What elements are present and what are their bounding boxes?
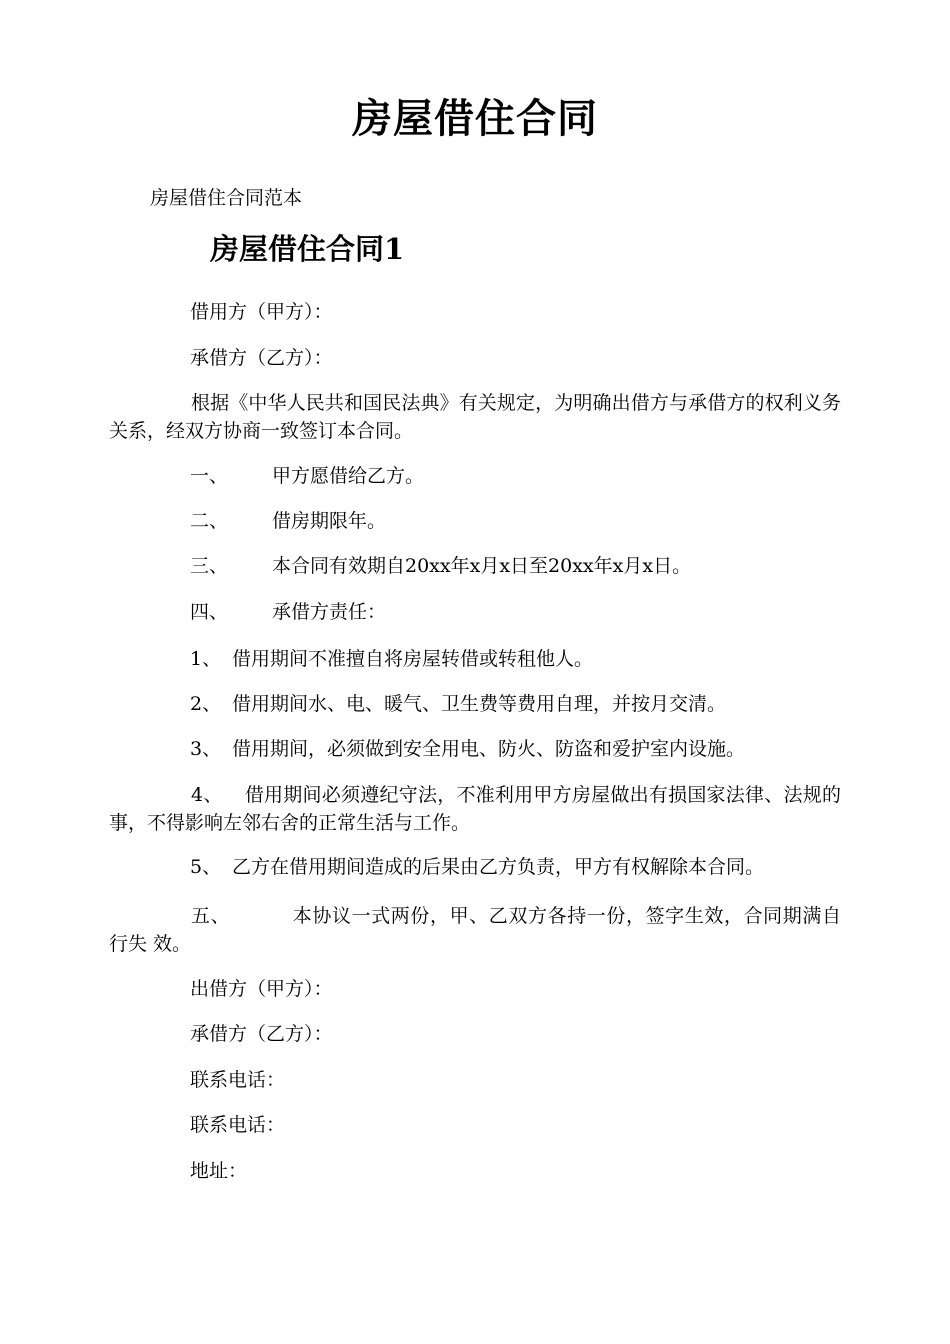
clause-3-text: 本合同有效期自20xx年x月x日至20xx年x月x日。 <box>272 555 692 577</box>
duty-2-number: 2、 <box>190 693 222 715</box>
duty-5-number: 5、 <box>190 856 222 878</box>
contract-heading: 房屋借住合同1 <box>210 232 405 266</box>
clause-4-text: 承借方责任： <box>272 601 387 623</box>
clause-1-text: 甲方愿借给乙方。 <box>272 465 425 487</box>
duty-3-number: 3、 <box>190 738 222 760</box>
lender-signature-line: 出借方（甲方）： <box>190 978 333 1000</box>
clause-2-number: 二、 <box>190 510 229 532</box>
clause-5-number: 五、 <box>191 905 231 927</box>
duty-1-number: 1、 <box>190 648 222 670</box>
address-line: 地址： <box>190 1160 248 1182</box>
clause-5-paragraph <box>109 902 841 958</box>
phone-line-1: 联系电话： <box>190 1069 286 1091</box>
phone-line-2: 联系电话： <box>190 1114 286 1136</box>
clause-4-number: 四、 <box>190 601 229 623</box>
document-subtitle: 房屋借住合同范本 <box>150 187 303 209</box>
duty-2-text: 借用期间水、电、暖气、卫生费等费用自理，并按月交清。 <box>232 693 727 715</box>
duty-4-text: 借用期间必须遵纪守法，不准利用甲方房屋做出有损国家法律、法规的事，不得影响左邻右舍的正常生活与工作。 <box>109 784 841 834</box>
document-title: 房屋借住合同 <box>352 95 598 142</box>
party-a-line: 借用方（甲方）： <box>190 301 333 323</box>
duty-5-text: 乙方在借用期间造成的后果由乙方负责，甲方有权解除本合同。 <box>232 856 765 878</box>
duty-4-number: 4、 <box>191 784 223 806</box>
borrower-signature-line: 承借方（乙方）： <box>190 1023 333 1045</box>
duty-3-text: 借用期间，必须做到安全用电、防火、防盗和爱护室内设施。 <box>232 738 746 760</box>
clause-1-number: 一、 <box>190 465 229 487</box>
intro-paragraph: 根据《中华人民共和国民法典》有关规定，为明确出借方与承借方的权利义务关系，经双方协商一致签订本合同。 <box>109 392 841 442</box>
clause-5-text: 本协议一式两份，甲、乙双方各持一份，签字生效，合同期满自行失 效。 <box>109 905 841 955</box>
party-b-line: 承借方（乙方）： <box>190 347 333 369</box>
clause-2-text: 借房期限年。 <box>272 510 387 532</box>
duty-1-text: 借用期间不准擅自将房屋转借或转租他人。 <box>232 648 594 670</box>
duty-4-paragraph <box>109 781 841 837</box>
clause-3-number: 三、 <box>190 555 229 577</box>
